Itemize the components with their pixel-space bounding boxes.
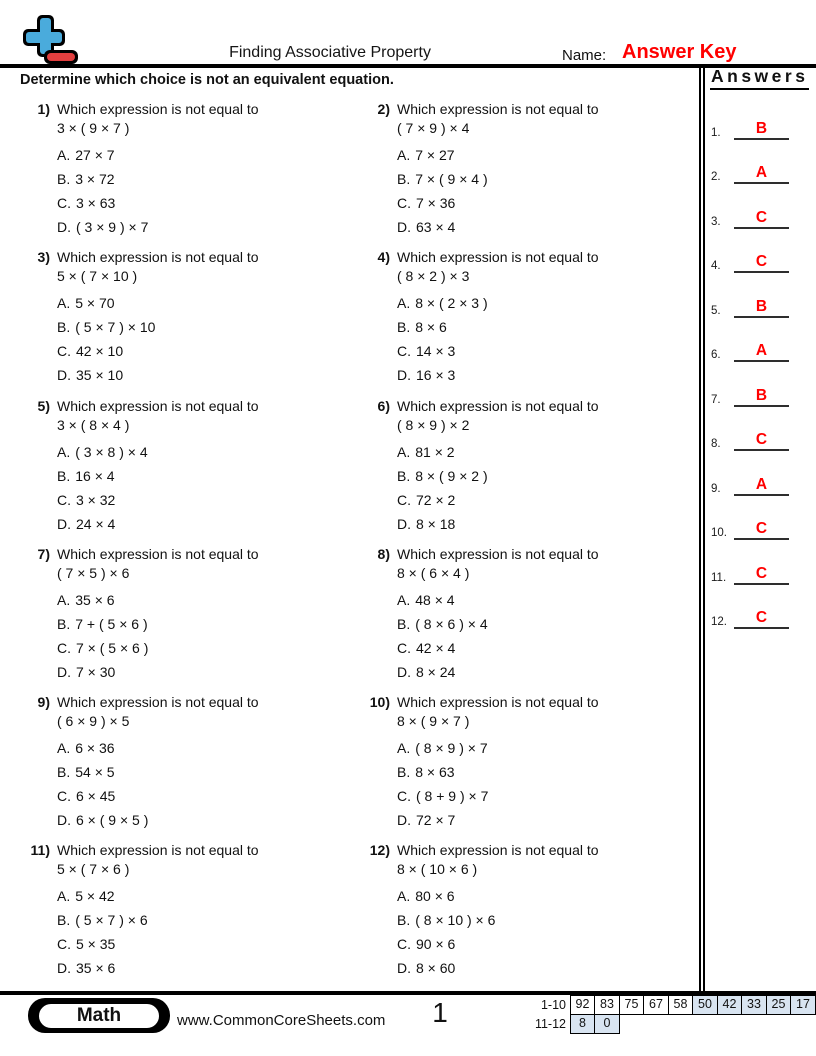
choice-option	[397, 639, 599, 658]
answer-number: 8.	[711, 438, 721, 450]
answers-list	[707, 95, 816, 629]
choices-list	[57, 887, 259, 978]
choice-letter: C.	[57, 639, 71, 656]
choices-list	[397, 146, 599, 237]
choices-list	[397, 887, 599, 978]
answer-blank: A	[734, 342, 789, 362]
question-body	[57, 248, 259, 396]
question-expression: ( 7 × 9 ) × 4	[397, 120, 470, 136]
score-row-label: 1-10	[540, 998, 566, 1012]
choice-text: 81 × 2	[415, 443, 455, 460]
score-row	[520, 995, 816, 1015]
score-cell: 75	[619, 995, 645, 1015]
page-number: 1	[432, 997, 448, 1028]
answer-number: 2.	[711, 171, 721, 183]
score-cell: 50	[692, 995, 718, 1015]
choice-letter: B.	[57, 171, 71, 187]
choice-text: ( 8 × 6 ) × 4	[415, 615, 488, 632]
choice-letter: A.	[57, 147, 71, 163]
choice-option	[57, 763, 259, 782]
answer-number: 11.	[711, 571, 727, 584]
choice-letter: D.	[397, 663, 411, 680]
choice-option	[397, 935, 599, 954]
answer-key-value: Answer Key	[622, 41, 737, 63]
choice-letter: A.	[57, 740, 71, 757]
answer-blank: A	[734, 476, 789, 496]
choice-letter: B.	[397, 764, 411, 781]
question-expression: 5 × ( 7 × 6 )	[57, 861, 130, 878]
answer-item	[707, 496, 816, 541]
choice-text: 3 × 72	[75, 171, 115, 187]
answer-item	[707, 540, 816, 585]
question-number: 6)	[377, 397, 390, 414]
choice-option	[57, 170, 259, 189]
answer-item	[707, 140, 816, 185]
choices-list	[397, 591, 599, 682]
question-prompt: Which expression is not equal to	[57, 249, 259, 266]
choice-text: 8 × 60	[416, 960, 456, 977]
question	[20, 841, 360, 989]
choice-letter: D.	[397, 219, 411, 235]
answer-blank: C	[734, 253, 789, 273]
choice-option	[57, 959, 259, 978]
question-number: 2)	[377, 101, 390, 117]
footer-rule	[0, 991, 816, 995]
score-cell: 25	[766, 995, 792, 1015]
question-number: 3)	[37, 249, 50, 266]
choice-option	[57, 194, 259, 213]
choice-letter: D.	[57, 663, 71, 680]
choice-text: 6 × 45	[76, 788, 116, 805]
choice-letter: B.	[397, 912, 411, 929]
choice-letter: D.	[397, 515, 411, 532]
question-body	[397, 841, 599, 989]
choice-letter: B.	[397, 171, 411, 187]
score-cell: 58	[668, 995, 694, 1015]
choices-list	[57, 146, 259, 237]
score-cell: 83	[594, 995, 620, 1015]
question-prompt: Which expression is not equal to	[57, 545, 259, 562]
choice-option	[57, 443, 259, 462]
choice-letter: A.	[397, 591, 411, 608]
choice-option	[57, 615, 259, 634]
choice-letter: A.	[57, 295, 71, 312]
choice-text: 6 × 36	[75, 740, 115, 757]
choice-option	[57, 591, 259, 610]
question-expression: 3 × ( 9 × 7 )	[57, 120, 130, 136]
choice-text: 6 × ( 9 × 5 )	[76, 812, 149, 829]
choice-text: ( 8 + 9 ) × 7	[416, 788, 489, 805]
question	[360, 397, 696, 545]
header-rule	[0, 64, 816, 68]
answer-item	[707, 407, 816, 452]
choice-text: 5 × 42	[75, 888, 115, 905]
choice-option	[397, 515, 599, 534]
question-number: 4)	[377, 249, 390, 266]
choice-text: 54 × 5	[75, 764, 115, 781]
choice-text: 8 × 18	[416, 515, 456, 532]
choice-letter: B.	[397, 467, 411, 484]
answer-blank: C	[734, 209, 789, 229]
choice-letter: C.	[397, 788, 411, 805]
answer-item	[707, 95, 816, 140]
choice-letter: D.	[397, 367, 411, 384]
choice-option	[57, 467, 259, 486]
question-body	[57, 841, 259, 989]
choice-letter: C.	[57, 343, 71, 360]
choice-letter: A.	[397, 443, 411, 460]
choice-option	[397, 318, 599, 337]
answer-blank: B	[734, 387, 789, 407]
answer-number: 10.	[711, 527, 727, 539]
answers-panel	[707, 66, 816, 629]
question-expression: ( 6 × 9 ) × 5	[57, 713, 130, 730]
score-cell: 8	[570, 1014, 596, 1034]
choice-option	[57, 787, 259, 806]
choice-option	[57, 146, 259, 165]
answer-item	[707, 273, 816, 318]
answer-blank: C	[734, 609, 789, 629]
choice-option	[57, 935, 259, 954]
choice-letter: C.	[57, 491, 71, 508]
answer-number: 6.	[711, 349, 721, 361]
score-row	[520, 1014, 816, 1034]
answer-blank: B	[734, 120, 789, 140]
question-number: 10)	[369, 694, 390, 711]
choice-text: 72 × 7	[416, 812, 456, 829]
choice-text: 14 × 3	[416, 343, 456, 360]
question-expression: 5 × ( 7 × 10 )	[57, 268, 138, 285]
answer-item	[707, 318, 816, 363]
question-expression: ( 8 × 9 ) × 2	[397, 416, 470, 433]
choice-letter: D.	[57, 515, 71, 532]
choice-letter: C.	[57, 195, 71, 211]
choice-text: 7 × ( 5 × 6 )	[76, 639, 149, 656]
question-number: 11)	[30, 842, 50, 859]
choice-text: 35 × 6	[76, 960, 116, 977]
choice-option	[397, 218, 599, 237]
choice-letter: A.	[397, 888, 411, 905]
answer-item	[707, 362, 816, 407]
answer-blank: C	[734, 520, 789, 540]
answer-number: 12.	[711, 616, 727, 628]
choice-option	[397, 467, 599, 486]
choice-letter: B.	[397, 319, 411, 336]
question	[20, 248, 360, 396]
choice-option	[397, 911, 599, 930]
choice-option	[57, 294, 259, 313]
question	[20, 545, 360, 693]
choice-text: 80 × 6	[415, 888, 455, 905]
question-prompt: Which expression is not equal to	[397, 842, 599, 859]
choice-option	[57, 663, 259, 682]
choice-option	[57, 639, 259, 658]
choice-text: ( 3 × 8 ) × 4	[75, 443, 148, 460]
question-prompt: Which expression is not equal to	[397, 249, 599, 266]
answer-number: 9.	[711, 482, 721, 495]
choice-text: 63 × 4	[416, 219, 456, 235]
choice-text: 3 × 32	[76, 491, 116, 508]
question-prompt: Which expression is not equal to	[57, 397, 259, 414]
choice-option	[397, 170, 599, 189]
choice-letter: B.	[57, 467, 71, 484]
choice-option	[397, 194, 599, 213]
answer-number: 4.	[711, 260, 721, 272]
choice-text: 8 × 24	[416, 663, 456, 680]
choice-text: ( 5 × 7 ) × 6	[75, 912, 148, 929]
questions-grid	[20, 100, 696, 990]
choice-option	[397, 146, 599, 165]
question-expression: 8 × ( 9 × 7 )	[397, 713, 470, 730]
choice-text: 27 × 7	[75, 147, 115, 163]
choice-text: 5 × 70	[75, 295, 115, 312]
question-body	[397, 693, 599, 841]
choice-letter: C.	[57, 788, 71, 805]
answer-blank: B	[734, 298, 789, 318]
choice-option	[57, 491, 259, 510]
choice-text: 35 × 10	[76, 367, 124, 384]
choice-text: 7 × 27	[415, 147, 455, 163]
question-body	[57, 693, 259, 841]
choice-letter: C.	[397, 936, 411, 953]
choice-text: ( 8 × 10 ) × 6	[415, 912, 496, 929]
choice-option	[397, 663, 599, 682]
question-body	[397, 248, 599, 396]
choice-text: 8 × 63	[415, 764, 455, 781]
math-badge-label: Math	[37, 1002, 161, 1030]
score-cell: 67	[643, 995, 669, 1015]
choice-letter: A.	[397, 147, 411, 163]
choice-option	[57, 218, 259, 237]
choice-text: ( 3 × 9 ) × 7	[76, 219, 149, 235]
choice-text: 7 × ( 9 × 4 )	[415, 171, 488, 187]
choice-text: 16 × 3	[416, 367, 456, 384]
choice-text: 42 × 4	[416, 639, 456, 656]
choice-option	[57, 515, 259, 534]
score-cell: 17	[790, 995, 816, 1015]
question	[20, 693, 360, 841]
question-body	[397, 397, 599, 545]
worksheet-title: Finding Associative Property	[229, 44, 431, 61]
choice-text: 72 × 2	[416, 491, 456, 508]
answer-item	[707, 184, 816, 229]
question	[360, 841, 696, 989]
answer-item	[707, 585, 816, 630]
choice-option	[397, 887, 599, 906]
choice-text: ( 8 × 9 ) × 7	[415, 740, 488, 757]
question-expression: 8 × ( 6 × 4 )	[397, 564, 470, 581]
choice-option	[397, 366, 599, 385]
question-prompt: Which expression is not equal to	[397, 545, 599, 562]
choice-text: 8 × 6	[415, 319, 447, 336]
math-badge	[28, 998, 170, 1033]
answer-number: 3.	[711, 215, 721, 228]
choice-letter: A.	[57, 888, 71, 905]
score-cell: 33	[741, 995, 767, 1015]
question-body	[57, 397, 259, 545]
choices-list	[57, 294, 259, 385]
choice-option	[397, 615, 599, 634]
choice-letter: B.	[57, 615, 71, 632]
question	[360, 100, 696, 248]
choice-text: 8 × ( 9 × 2 )	[415, 467, 488, 484]
choice-text: 42 × 10	[76, 343, 124, 360]
choice-text: ( 5 × 7 ) × 10	[75, 319, 156, 336]
choice-option	[397, 342, 599, 361]
question-prompt: Which expression is not equal to	[397, 397, 599, 414]
choice-option	[397, 491, 599, 510]
choice-letter: A.	[397, 740, 411, 757]
question-expression: ( 7 × 5 ) × 6	[57, 564, 130, 581]
question-expression: 3 × ( 8 × 4 )	[57, 416, 130, 433]
question	[360, 248, 696, 396]
choice-text: 90 × 6	[416, 936, 456, 953]
score-cell: 92	[570, 995, 596, 1015]
choice-option	[397, 811, 599, 830]
choice-option	[397, 443, 599, 462]
answer-blank: A	[734, 164, 789, 184]
answer-item	[707, 451, 816, 496]
question-number: 1)	[37, 101, 50, 117]
question-body	[57, 100, 259, 248]
choice-letter: C.	[397, 195, 411, 211]
question-number: 5)	[37, 397, 50, 414]
choice-option	[57, 887, 259, 906]
question	[360, 693, 696, 841]
choice-option	[57, 342, 259, 361]
choice-letter: C.	[397, 343, 411, 360]
choices-list	[397, 443, 599, 534]
question-number: 8)	[377, 545, 390, 562]
score-table	[520, 995, 816, 1034]
answer-number: 5.	[711, 304, 721, 317]
question-prompt: Which expression is not equal to	[57, 101, 259, 117]
score-cell: 42	[717, 995, 743, 1015]
choice-letter: A.	[57, 591, 71, 608]
choice-letter: B.	[57, 764, 71, 781]
choice-option	[397, 959, 599, 978]
name-label: Name:	[562, 47, 607, 64]
answer-blank: C	[734, 565, 789, 585]
choice-letter: D.	[397, 812, 411, 829]
choice-letter: B.	[57, 912, 71, 929]
choices-list	[397, 294, 599, 385]
choice-text: 5 × 35	[76, 936, 116, 953]
choice-text: 24 × 4	[76, 515, 116, 532]
choice-letter: C.	[397, 491, 411, 508]
choice-option	[57, 366, 259, 385]
choice-letter: D.	[57, 367, 71, 384]
question-body	[57, 545, 259, 693]
choice-letter: D.	[57, 812, 71, 829]
choice-option	[397, 763, 599, 782]
question	[20, 397, 360, 545]
score-cell: 0	[594, 1014, 620, 1034]
choice-option	[57, 739, 259, 758]
choice-option	[397, 591, 599, 610]
choice-letter: C.	[397, 639, 411, 656]
question-prompt: Which expression is not equal to	[57, 694, 259, 711]
choice-option	[57, 318, 259, 337]
question	[360, 545, 696, 693]
choices-list	[57, 443, 259, 534]
choice-option	[397, 787, 599, 806]
answer-item	[707, 229, 816, 274]
instructions-text: Determine which choice is not an equivalent equation.	[20, 72, 394, 88]
plus-minus-logo-icon	[22, 14, 80, 71]
choice-text: 48 × 4	[415, 591, 455, 608]
choice-option	[57, 911, 259, 930]
choice-text: 7 × 36	[416, 195, 456, 211]
choice-text: 7 + ( 5 × 6 )	[75, 615, 148, 632]
answers-title: Answers	[710, 66, 809, 90]
question-number: 7)	[37, 545, 50, 562]
answers-divider	[699, 64, 705, 992]
choice-text: 16 × 4	[75, 467, 115, 484]
choice-letter: A.	[397, 295, 411, 312]
question-body	[397, 545, 599, 693]
choice-letter: B.	[397, 615, 411, 632]
answer-blank: C	[734, 431, 789, 451]
choices-list	[57, 591, 259, 682]
choice-letter: D.	[57, 960, 71, 977]
answer-number: 7.	[711, 393, 721, 406]
answer-number: 1.	[711, 126, 721, 139]
choices-list	[397, 739, 599, 830]
choice-option	[397, 739, 599, 758]
choice-text: 7 × 30	[76, 663, 116, 680]
choice-letter: C.	[57, 936, 71, 953]
question-expression: 8 × ( 10 × 6 )	[397, 861, 478, 878]
question-prompt: Which expression is not equal to	[57, 842, 259, 859]
choice-letter: A.	[57, 443, 71, 460]
question-expression: ( 8 × 2 ) × 3	[397, 268, 470, 285]
question-prompt: Which expression is not equal to	[397, 694, 599, 711]
choice-option	[397, 294, 599, 313]
question-number: 12)	[369, 842, 390, 859]
question-body	[397, 100, 599, 248]
choice-text: 3 × 63	[76, 195, 116, 211]
choice-option	[57, 811, 259, 830]
choice-letter: B.	[57, 319, 71, 336]
choice-letter: D.	[397, 960, 411, 977]
score-row-label: 11-12	[534, 1016, 566, 1031]
question-prompt: Which expression is not equal to	[397, 101, 599, 117]
choice-text: 35 × 6	[75, 591, 115, 608]
choice-letter: D.	[57, 219, 71, 235]
choices-list	[57, 739, 259, 830]
choice-text: 8 × ( 2 × 3 )	[415, 295, 488, 312]
website-text: www.CommonCoreSheets.com	[177, 1012, 386, 1029]
question	[20, 100, 360, 248]
question-number: 9)	[37, 694, 50, 711]
